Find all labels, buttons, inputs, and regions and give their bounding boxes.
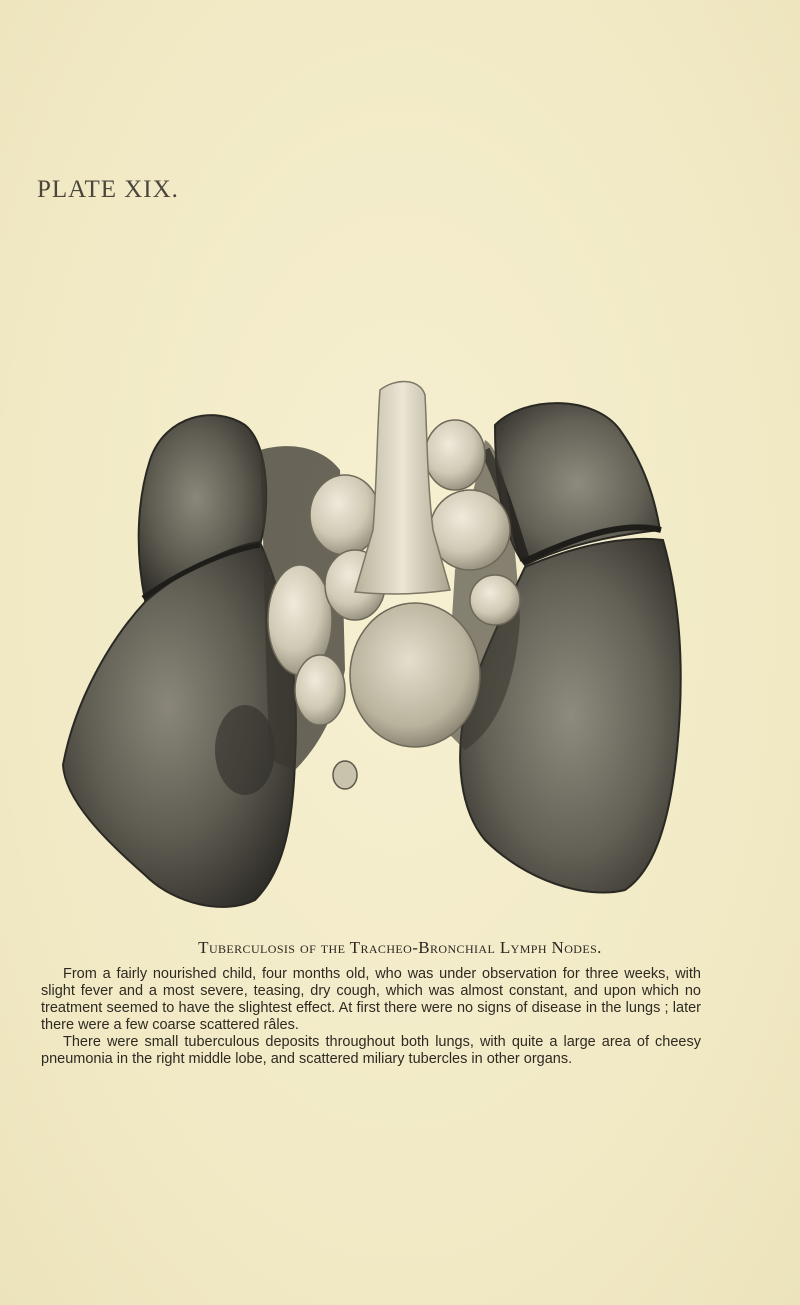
- caption-body: [41, 966, 701, 1068]
- lymph-node: [425, 420, 485, 490]
- caption-paragraph: There were small tuberculous deposits throughout both lungs, with quite a large area of cheesy pneumonia in the right middle lobe, and scattered miliary tubercles in other organs.: [41, 1034, 701, 1067]
- plate-label: PLATE XIX.: [37, 176, 179, 203]
- caption-paragraph: From a fairly nourished child, four months old, who was under observation for three weeks, with slight fever and a most severe, teasing, dry cough, which was almost constant, and upon which no treatment seemed to have the slightest effect. At first there were no signs of disease in the lungs ; later there were a few coarse scattered râles.: [41, 966, 701, 1033]
- lymph-node: [295, 655, 345, 725]
- lymph-node: [430, 490, 510, 570]
- heart: [350, 603, 480, 747]
- caption-title: Tuberculosis of the Tracheo-Bronchial Lymph Nodes.: [198, 938, 602, 957]
- specimen-illustration: [55, 370, 695, 915]
- lymph-node: [470, 575, 520, 625]
